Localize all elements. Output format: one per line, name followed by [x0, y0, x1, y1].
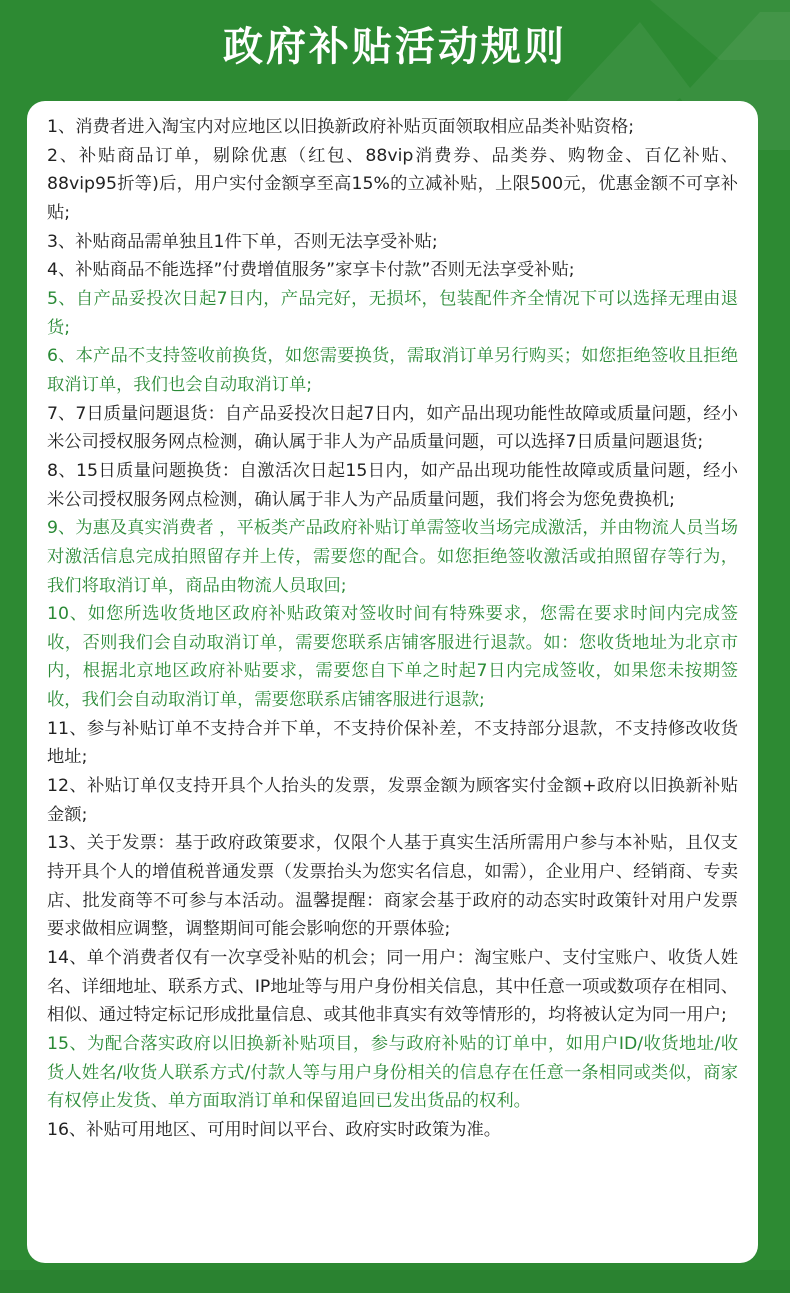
rule-item-14: 14、单个消费者仅有一次享受补贴的机会；同一用户：淘宝账户、支付宝账户、收货人姓名、详细地址、联系方式、IP地址等与用户身份相关信息，其中任意一项或数项存在相同、相似、通过特定标记形成批量信息、或其他非真实有效等情形的，均将被认定为同一用户; [47, 948, 738, 1026]
rule-item-9: 9、为惠及真实消费者 ，平板类产品政府补贴订单需签收当场完成激活，并由物流人员当场对激活信息完成拍照留存并上传，需要您的配合。如您拒绝签收激活或拍照留存等行为，我们将取消订单，商品由物流人员取回; [47, 518, 738, 596]
rule-item-16: 16、补贴可用地区、可用时间以平台、政府实时政策为准。 [47, 1119, 502, 1140]
rule-item-5: 5、自产品妥投次日起7日内，产品完好，无损坏，包装配件齐全情况下可以选择无理由退货; [47, 288, 738, 338]
rule-list [47, 113, 738, 1145]
rule-item-13: 13、关于发票：基于政府政策要求，仅限个人基于真实生活所需用户参与本补贴，且仅支持开具个人的增值税普通发票（发票抬头为您实名信息，如需），企业用户、经销商、专卖店、批发商等不可参与本活动。温馨提醒：商家会基于政府的动态实时政策针对用户发票要求做相应调整，调整期间可能会影响您的开票体验; [47, 833, 738, 940]
rules-card [27, 101, 758, 1263]
rule-item-3: 3、补贴商品需单独且1件下单，否则无法享受补贴; [47, 231, 438, 252]
rule-item-4: 4、补贴商品不能选择”付费增值服务”家享卡付款”否则无法享受补贴; [47, 260, 575, 281]
rule-item-1: 1、消费者进入淘宝内对应地区以旧换新政府补贴页面领取相应品类补贴资格; [47, 117, 635, 137]
page-title: 政府补贴活动规则 [223, 24, 567, 70]
rule-item-11: 11、参与补贴订单不支持合并下单，不支持价保补差，不支持部分退款，不支持修改收货地址; [47, 718, 738, 768]
rule-item-8: 8、15日质量问题换货：自激活次日起15日内，如产品出现功能性故障或质量问题，经小米公司授权服务网点检测，确认属于非人为产品质量问题，我们将会为您免费换机; [47, 460, 738, 510]
rule-item-10: 10、如您所选收货地区政府补贴政策对签收时间有特殊要求，您需在要求时间内完成签收，否则我们会自动取消订单，需要您联系店铺客服进行退款。如：您收货地址为北京市内，根据北京地区政府补贴要求，需要您自下单之时起7日内完成签收，如果您未按期签收，我们会自动取消订单，需要您联系店铺客服进行退款; [47, 604, 738, 711]
rule-item-7: 7、7日质量问题退货：自产品妥投次日起7日内，如产品出现功能性故障或质量问题，经小米公司授权服务网点检测，确认属于非人为产品质量问题，可以选择7日质量问题退货; [47, 403, 738, 453]
rule-item-12: 12、补贴订单仅支持开具个人抬头的发票，发票金额为顾客实付金额+政府以旧换新补贴金额; [47, 776, 738, 825]
rule-item-6: 6、本产品不支持签收前换货，如您需要换货，需取消订单另行购买；如您拒绝签收且拒绝取消订单，我们也会自动取消订单; [47, 346, 738, 395]
rule-item-15: 15、为配合落实政府以旧换新补贴项目，参与政府补贴的订单中，如用户ID/收货地址/收货人姓名/收货人联系方式/付款人等与用户身份相关的信息存在任意一条相同或类似，商家有权停止发货、单方面取消订单和保留追回已发出货品的权利。 [47, 1034, 738, 1112]
rule-item-2: 2、补贴商品订单，剔除优惠（红包、88vip消费券、品类券、购物金、百亿补贴、88vip95折等)后，用户实付金额享至高15%的立减补贴，上限500元，优惠金额不可享补贴; [47, 145, 738, 223]
